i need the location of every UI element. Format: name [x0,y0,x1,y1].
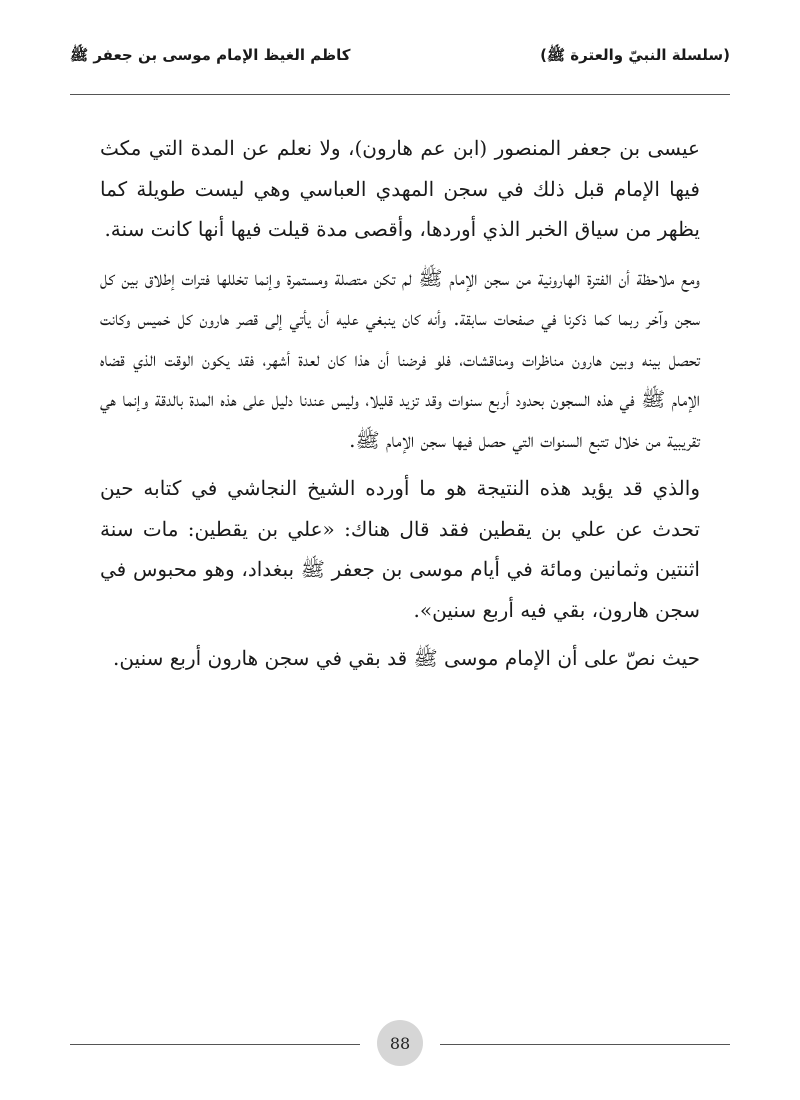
footer-divider-right [440,1044,730,1045]
page-number: 88 [377,1020,423,1066]
paragraph-4: حيث نصّ على أن الإمام موسى ﷺ قد بقي في سجن هارون أربع سنين. [112,646,700,670]
footer-divider-left [70,1044,360,1045]
header-divider [70,94,730,95]
book-title: كاظم الغيظ الإمام موسى بن جعفر ﷺ [70,46,351,64]
running-header [70,40,730,102]
series-title: (سلسلة النبيّ والعترة ﷺ) [540,46,730,64]
paragraph-2: ومع ملاحظة أن الفترة الهارونية من سجن الإمام ﷺ لم تكن متصلة ومستمرة وإنما تخللها فترات إطلاق بين كل سجن وآخر ربما كما ذكرنا في صفحات سابقة. وأنه كان ينبغي عليه أن يأتي إلى قصر هارون كل خميس وكانت تحصل بينه وبين هارون مناظرات ومناقشات، فلو فرضنا أن هذا كان لعدة أشهر، فقد يكون الوقت الذي قضاه الإمام ﷺ في هذه السجون بحدود أربع سنوات وقد تزيد قليلا، وليس عندنا دليل على هذه المدة بالدقة وإنما هي تقريبية من خلال تتبع السنوات التي حصل فيها سجن الإمام ﷺ. [100,265,700,452]
page-footer [70,1020,730,1068]
page-body [100,128,700,687]
paragraph-3: والذي قد يؤيد هذه النتيجة هو ما أورده الشيخ النجاشي في كتابه حين تحدث عن علي بن يقطين فقد قال هناك: «علي بن يقطين: مات سنة اثنتين وثمانين ومائة في أيام موسى بن جعفر ﷺ ببغداد، وهو محبوس في سجن هارون، بقي فيه أربع سنين». [100,476,700,622]
paragraph-1: عيسى بن جعفر المنصور (ابن عم هارون)، ولا نعلم عن المدة التي مكث فيها الإمام قبل ذلك في سجن المهدي العباسي وهي ليست طويلة كما يظهر من سياق الخبر الذي أوردها، وأقصى مدة قيلت فيها أنها كانت سنة. [100,136,700,241]
